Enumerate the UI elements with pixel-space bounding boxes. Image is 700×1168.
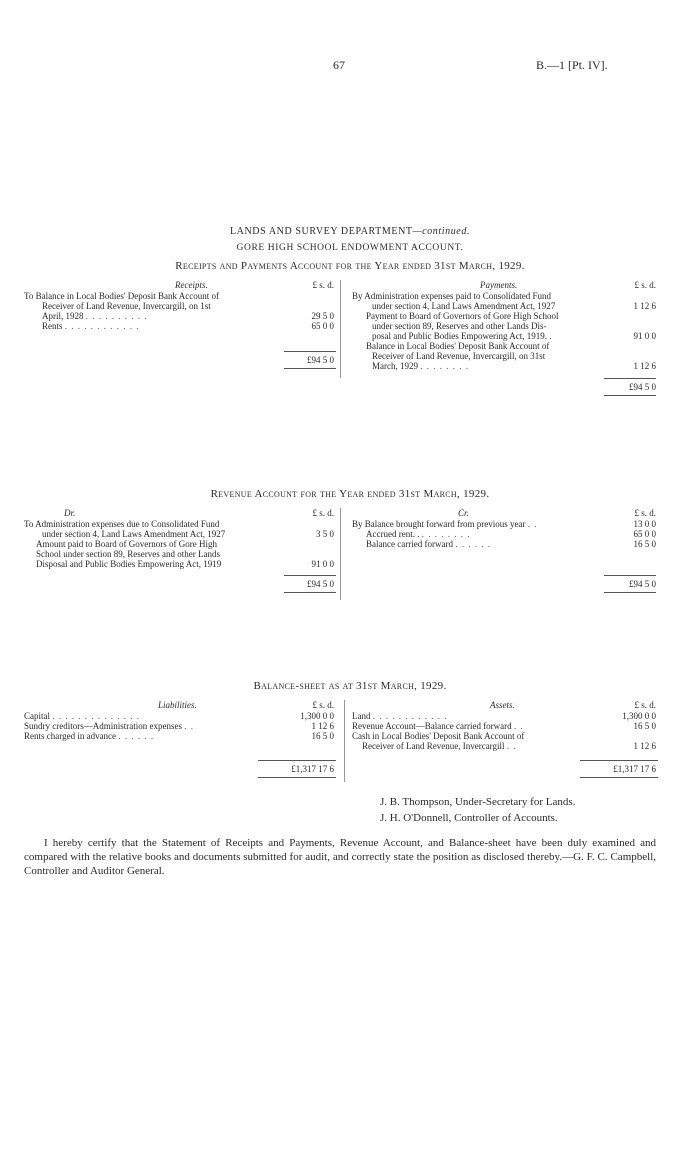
- payments-total-rule: [604, 378, 656, 379]
- payment-amount: 1 12 6: [633, 361, 656, 371]
- payment-item-line: Balance in Local Bodies' Deposit Bank Account of: [366, 341, 550, 351]
- assets-total: £1,317 17 6: [613, 764, 656, 774]
- credits-total-rule: [604, 592, 656, 593]
- liability-amount: 1,300 0 0: [300, 711, 334, 721]
- assets-currency-head: £ s. d.: [634, 700, 656, 710]
- assets-label: Assets.: [490, 700, 515, 710]
- payment-item-line: By Administration expenses paid to Consolidated Fund: [352, 291, 551, 301]
- payment-item-line: under section 89, Reserves and other Lands Dis-: [372, 321, 547, 331]
- liabilities-total-rule: [258, 760, 336, 761]
- debit-item-line: To Administration expenses due to Consolidated Fund: [24, 519, 220, 529]
- credit-item-line: Balance carried forward . . . . . .: [366, 539, 491, 549]
- receipts-label: Receipts.: [175, 280, 208, 290]
- document-reference: B.—1 [Pt. IV].: [536, 58, 608, 72]
- debits-total-rule: [284, 575, 336, 576]
- debit-item-line: Disposal and Public Bodies Empowering Act, 1919: [36, 559, 222, 569]
- payment-item-line: under section 4, Land Laws Amendment Act, 1927: [372, 301, 556, 311]
- asset-item-line: Cash in Local Bodies' Deposit Bank Account of: [352, 731, 525, 741]
- payments-total-rule: [604, 395, 656, 396]
- assets-total-rule: [580, 777, 658, 778]
- credit-amount: 16 5 0: [633, 539, 656, 549]
- signature-under-secretary: J. B. Thompson, Under-Secretary for Lands.: [380, 796, 576, 808]
- asset-item-line: Receiver of Land Revenue, Invercargill . .: [362, 741, 517, 751]
- receipt-amount: 29 5 0: [311, 311, 334, 321]
- credit-amount: 65 0 0: [633, 529, 656, 539]
- receipts-currency-head: £ s. d.: [312, 280, 334, 290]
- credits-total: £94 5 0: [629, 579, 656, 589]
- debit-item-line: Amount paid to Board of Governors of Gore High: [36, 539, 217, 549]
- liability-amount: 1 12 6: [311, 721, 334, 731]
- payments-total: £94 5 0: [629, 382, 656, 392]
- account-title: GORE HIGH SCHOOL ENDOWMENT ACCOUNT.: [236, 243, 464, 253]
- liability-amount: 16 5 0: [311, 731, 334, 741]
- asset-amount: 1 12 6: [633, 741, 656, 751]
- credit-item-line: By Balance brought forward from previous year . .: [352, 519, 538, 529]
- asset-item-line: Land . . . . . . . . . . . .: [352, 711, 448, 721]
- debit-item-line: under section 4, Land Laws Amendment Act, 1927: [42, 529, 226, 539]
- debits-total: £94 5 0: [307, 579, 334, 589]
- debit-amount: 3 5 0: [316, 529, 334, 539]
- liabilities-label: Liabilities.: [158, 700, 197, 710]
- payment-amount: 1 12 6: [633, 301, 656, 311]
- asset-item-line: Revenue Account—Balance carried forward . .: [352, 721, 524, 731]
- payment-item-line: posal and Public Bodies Empowering Act, 1919. .: [372, 331, 552, 341]
- column-divider: [340, 508, 341, 600]
- revenue-account-heading: Revenue Account for the Year ended 31st March, 1929.: [210, 488, 490, 500]
- debit-item-line: School under section 89, Reserves and other Lands: [36, 549, 220, 559]
- receipts-total-rule: [284, 351, 336, 352]
- dr-label: Dr.: [64, 508, 76, 518]
- column-divider: [344, 700, 345, 782]
- payments-label: Payments.: [480, 280, 518, 290]
- liability-item-line: Capital . . . . . . . . . . . . . .: [24, 711, 140, 721]
- audit-certification: I hereby certify that the Statement of Receipts and Payments, Revenue Account, and Balance-sheet have been duly examined and compared with the relative books and documents submitted for audit, and correctly state the position as disclosed thereby.—G. F. C. Campbell, Controller and Auditor General.: [24, 837, 656, 877]
- liability-item-line: Sundry creditors—Administration expenses . .: [24, 721, 194, 731]
- debit-amount: 91 0 0: [311, 559, 334, 569]
- liability-item-line: Rents charged in advance . . . . . .: [24, 731, 155, 741]
- receipts-total-rule: [284, 368, 336, 369]
- assets-total-rule: [580, 760, 658, 761]
- receipt-item-line: April, 1928 . . . . . . . . . .: [42, 311, 148, 321]
- liabilities-currency-head: £ s. d.: [312, 700, 334, 710]
- page-number: 67: [333, 58, 345, 72]
- payments-currency-head: £ s. d.: [634, 280, 656, 290]
- credit-amount: 13 0 0: [633, 519, 656, 529]
- receipts-total: £94 5 0: [307, 355, 334, 365]
- cr-label: Cr.: [458, 508, 469, 518]
- receipt-item-line: To Balance in Local Bodies' Deposit Bank Account of: [24, 291, 219, 301]
- payment-item-line: Payment to Board of Governors of Gore High School: [366, 311, 559, 321]
- debits-total-rule: [284, 592, 336, 593]
- payment-item-line: Receiver of Land Revenue, Invercargill, on 31st: [372, 351, 546, 361]
- department-title: LANDS AND SURVEY DEPARTMENT—continued.: [229, 226, 471, 237]
- asset-amount: 1,300 0 0: [622, 711, 656, 721]
- signature-controller: J. H. O'Donnell, Controller of Accounts.: [380, 812, 558, 824]
- receipt-item-line: Rents . . . . . . . . . . . .: [42, 321, 140, 331]
- credits-total-rule: [604, 575, 656, 576]
- receipt-item-line: Receiver of Land Revenue, Invercargill, on 1st: [42, 301, 211, 311]
- column-divider: [340, 280, 341, 378]
- payment-item-line: March, 1929 . . . . . . . .: [372, 361, 469, 371]
- receipt-amount: 65 0 0: [311, 321, 334, 331]
- liabilities-total-rule: [258, 777, 336, 778]
- balance-sheet-heading: Balance-sheet as at 31st March, 1929.: [253, 680, 447, 692]
- receipts-payments-heading: Receipts and Payments Account for the Year ended 31st March, 1929.: [175, 260, 525, 272]
- payment-amount: 91 0 0: [633, 331, 656, 341]
- asset-amount: 16 5 0: [633, 721, 656, 731]
- credit-item-line: Accrued rent. . . . . . . . . .: [366, 529, 471, 539]
- cr-currency-head: £ s. d.: [634, 508, 656, 518]
- dr-currency-head: £ s. d.: [312, 508, 334, 518]
- liabilities-total: £1,317 17 6: [291, 764, 334, 774]
